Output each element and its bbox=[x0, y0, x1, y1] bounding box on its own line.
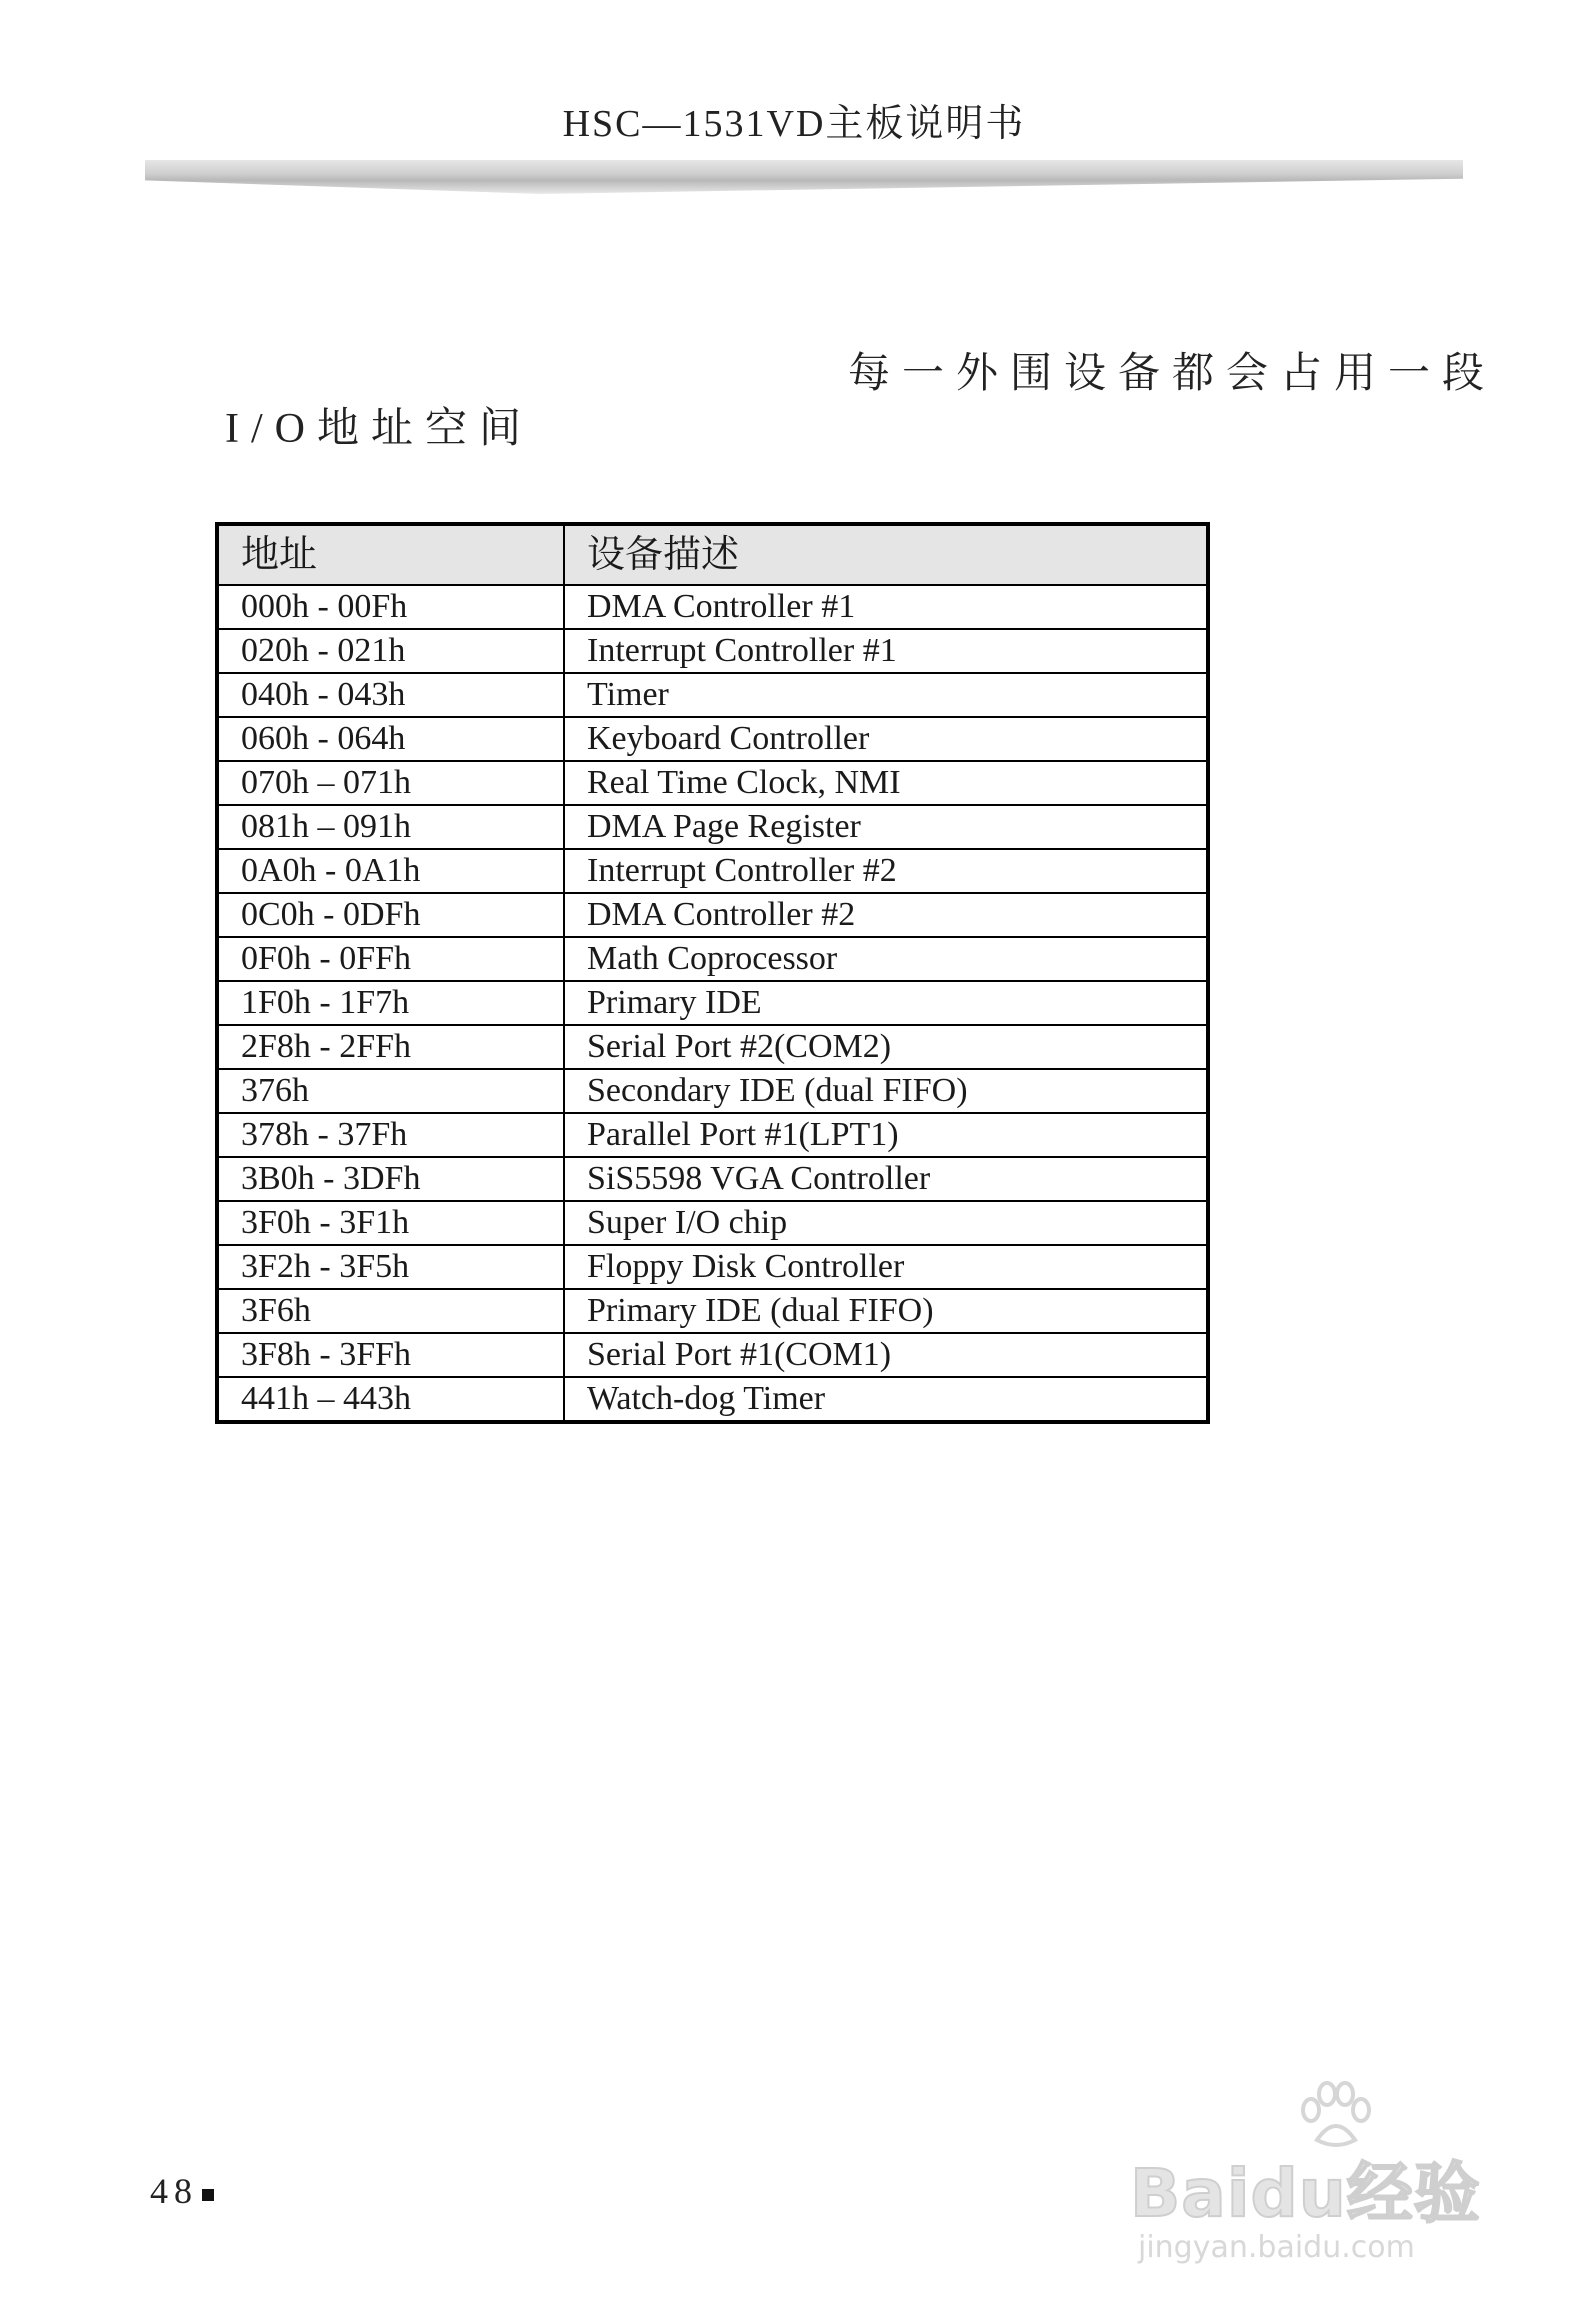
address-cell: 0A0h - 0A1h bbox=[217, 849, 564, 893]
watermark-url: jingyan.baidu.com bbox=[1138, 2230, 1415, 2265]
address-cell: 020h - 021h bbox=[217, 629, 564, 673]
table-row bbox=[217, 1025, 1208, 1069]
table-header-row bbox=[217, 524, 1208, 585]
description-cell: Serial Port #2(COM2) bbox=[564, 1025, 1208, 1069]
description-cell: Interrupt Controller #2 bbox=[564, 849, 1208, 893]
table-row bbox=[217, 1377, 1208, 1422]
page-header-title: HSC—1531VD主板说明书 bbox=[562, 103, 1026, 145]
description-cell: Real Time Clock, NMI bbox=[564, 761, 1208, 805]
table-row bbox=[217, 981, 1208, 1025]
address-cell: 3F6h bbox=[217, 1289, 564, 1333]
description-cell: DMA Page Register bbox=[564, 805, 1208, 849]
description-cell: Parallel Port #1(LPT1) bbox=[564, 1113, 1208, 1157]
watermark-logo: Baidu经验 bbox=[1130, 2155, 1481, 2232]
address-cell: 040h - 043h bbox=[217, 673, 564, 717]
table-row bbox=[217, 629, 1208, 673]
intro-text-line2: I/O地址空间 bbox=[225, 406, 533, 452]
description-cell: Interrupt Controller #1 bbox=[564, 629, 1208, 673]
address-cell: 081h – 091h bbox=[217, 805, 564, 849]
address-cell: 3F8h - 3FFh bbox=[217, 1333, 564, 1377]
intro-text-line1: 每一外围设备都会占用一段 bbox=[848, 351, 1497, 397]
description-cell: Secondary IDE (dual FIFO) bbox=[564, 1069, 1208, 1113]
description-cell: Primary IDE (dual FIFO) bbox=[564, 1289, 1208, 1333]
address-cell: 3F2h - 3F5h bbox=[217, 1245, 564, 1289]
description-cell: DMA Controller #2 bbox=[564, 893, 1208, 937]
description-cell: Serial Port #1(COM1) bbox=[564, 1333, 1208, 1377]
table-row bbox=[217, 585, 1208, 629]
table-row bbox=[217, 937, 1208, 981]
address-cell: 2F8h - 2FFh bbox=[217, 1025, 564, 1069]
address-cell: 0F0h - 0FFh bbox=[217, 937, 564, 981]
description-cell: DMA Controller #1 bbox=[564, 585, 1208, 629]
description-cell: Keyboard Controller bbox=[564, 717, 1208, 761]
header-divider bbox=[145, 160, 1463, 194]
address-cell: 1F0h - 1F7h bbox=[217, 981, 564, 1025]
description-cell: SiS5598 VGA Controller bbox=[564, 1157, 1208, 1201]
table-body bbox=[217, 585, 1208, 1422]
table-row bbox=[217, 893, 1208, 937]
address-cell: 000h - 00Fh bbox=[217, 585, 564, 629]
description-cell: Watch-dog Timer bbox=[564, 1377, 1208, 1422]
table-row bbox=[217, 1113, 1208, 1157]
page-marker-square bbox=[202, 2189, 214, 2201]
table-row bbox=[217, 1069, 1208, 1113]
table-row bbox=[217, 1289, 1208, 1333]
address-cell: 070h – 071h bbox=[217, 761, 564, 805]
address-cell: 378h - 37Fh bbox=[217, 1113, 564, 1157]
address-cell: 441h – 443h bbox=[217, 1377, 564, 1422]
table-row bbox=[217, 1333, 1208, 1377]
table-row bbox=[217, 761, 1208, 805]
table-row bbox=[217, 849, 1208, 893]
baidu-watermark bbox=[1130, 2080, 1510, 2270]
io-address-table bbox=[215, 522, 1210, 1424]
address-cell: 0C0h - 0DFh bbox=[217, 893, 564, 937]
table-row bbox=[217, 673, 1208, 717]
table-row bbox=[217, 1157, 1208, 1201]
page-number bbox=[150, 2170, 214, 2212]
address-cell: 3B0h - 3DFh bbox=[217, 1157, 564, 1201]
table-row bbox=[217, 805, 1208, 849]
description-cell: Timer bbox=[564, 673, 1208, 717]
address-cell: 060h - 064h bbox=[217, 717, 564, 761]
address-cell: 3F0h - 3F1h bbox=[217, 1201, 564, 1245]
description-cell: Primary IDE bbox=[564, 981, 1208, 1025]
address-cell: 376h bbox=[217, 1069, 564, 1113]
table-row bbox=[217, 1201, 1208, 1245]
description-cell: Floppy Disk Controller bbox=[564, 1245, 1208, 1289]
column-header-description: 设备描述 bbox=[564, 524, 1208, 585]
table-row bbox=[217, 1245, 1208, 1289]
description-cell: Math Coprocessor bbox=[564, 937, 1208, 981]
description-cell: Super I/O chip bbox=[564, 1201, 1208, 1245]
column-header-address: 地址 bbox=[217, 524, 564, 585]
table-row bbox=[217, 717, 1208, 761]
page-number-text: 48 bbox=[150, 2171, 198, 2211]
